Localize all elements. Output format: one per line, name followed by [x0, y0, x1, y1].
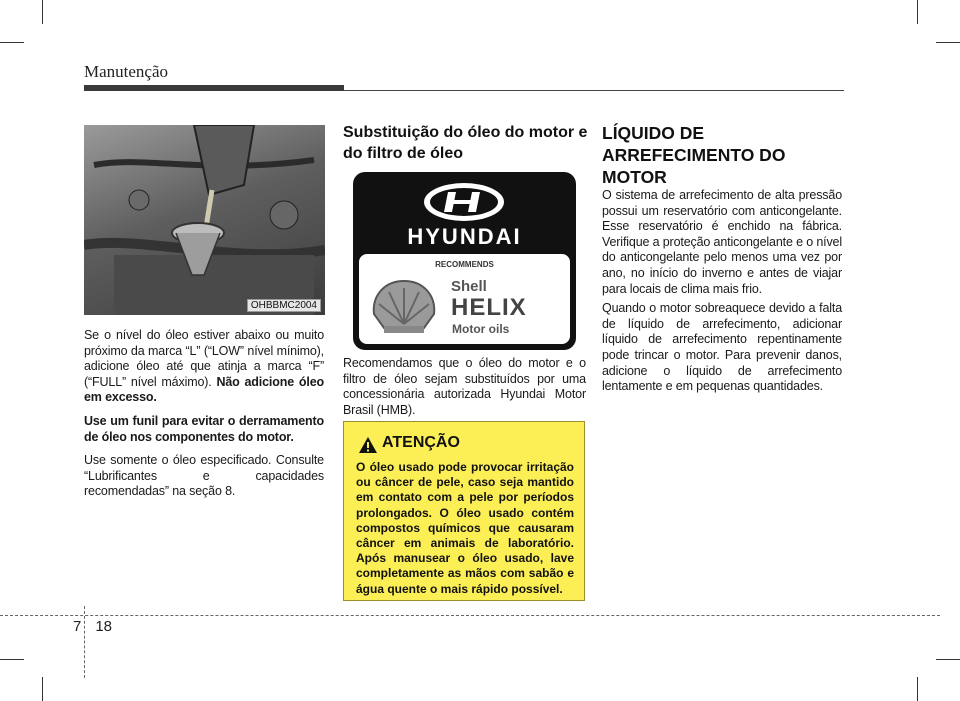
engine-illustration — [84, 125, 325, 315]
crop-mark — [917, 677, 918, 701]
header-rule-thin — [344, 90, 844, 91]
crop-mark — [42, 0, 43, 24]
right-column-text — [602, 188, 842, 403]
funnel-paragraph — [84, 414, 324, 445]
oil-change-heading: Substituição do óleo do motor e do filtro de óleo — [343, 124, 588, 162]
shell-panel — [359, 254, 570, 344]
recommendation-paragraph: Recomendamos que o óleo do motor e o filtro de óleo sejam substituídos por uma concessionária autorizada Hyundai Motor Brasil (HMB). — [343, 356, 586, 417]
coolant-heading: LÍQUIDO DE ARREFECIMENTO DO MOTOR — [602, 123, 786, 187]
warning-box — [343, 421, 585, 601]
warning-title: ATENÇÃO — [382, 434, 460, 451]
warning-text: O óleo usado pode provocar irritação ou câncer de pele, caso seja mantido em contato com a pele por períodos prolongados. O óleo usado contém compostos químicos que causaram câncer em animais de laboratório. Após manusear o óleo usado, lave completamente as mãos com sabão e água quente o mais rápido possível. — [356, 460, 574, 596]
shell-pecten-icon — [369, 276, 439, 336]
hyundai-wordmark: HYUNDAI — [407, 224, 522, 249]
header-rule-thick — [84, 85, 344, 91]
oil-level-paragraph — [84, 328, 324, 406]
helix-wordmark: HELIX — [451, 294, 527, 321]
hyundai-shell-logo — [353, 172, 576, 350]
crop-mark — [0, 659, 24, 660]
engine-oil-photo — [84, 125, 325, 315]
crop-mark — [917, 0, 918, 24]
chapter-number: 7 — [73, 618, 82, 635]
specified-oil-paragraph: Use somente o óleo especificado. Consulte “Lubrificantes e capacidades recomendadas” na seção 8. — [84, 453, 324, 499]
crop-mark — [42, 677, 43, 701]
crop-mark — [936, 42, 960, 43]
crop-mark — [936, 659, 960, 660]
page-number — [73, 618, 112, 635]
motor-oils-label: Motor oils — [452, 322, 510, 336]
shell-wordmark: Shell — [451, 278, 487, 295]
section-title: Manutenção — [84, 62, 169, 81]
funnel-text: Use um funil para evitar o derramamento de óleo nos componentes do motor. — [84, 413, 324, 444]
oil-level-warning-bold: Não adicione óleo em excesso. — [84, 374, 324, 405]
warning-triangle-icon — [358, 436, 378, 454]
oil-level-text: Se o nível do óleo estiver abaixo ou muito próximo da marca “L” (“LOW” nível mínimo), adicione óleo até que atinja a marca “F” (“FULL” nível máximo). — [84, 328, 324, 389]
left-column-text — [84, 328, 324, 508]
page-number-value: 18 — [95, 618, 113, 635]
coolant-system-paragraph: O sistema de arrefecimento de alta pressão possui um reservatório com anticongelante. Esse reservatório é enchido na fábrica. Verifique a proteção anticongelante e o nível do anticongelante pelo menos uma vez por ano, no início do inverno e antes de viajar para locais de clima mais frio. — [602, 188, 842, 296]
footer-dashed-divider — [84, 606, 85, 678]
overheat-paragraph: Quando o motor sobreaquece devido a falta de líquido de arrefecimento, adicionar líquido de arrefecimento repentinamente pode trincar o motor. Para prevenir danos, adicione o líquido de arrefecimento lentamente e em pequenas quantidades. — [602, 301, 842, 394]
recommends-label: RECOMMENDS — [435, 260, 494, 269]
footer-dashed-rule — [0, 615, 940, 616]
middle-column-text — [343, 356, 586, 426]
photo-code: OHBBMC2004 — [247, 299, 321, 312]
crop-mark — [0, 42, 24, 43]
